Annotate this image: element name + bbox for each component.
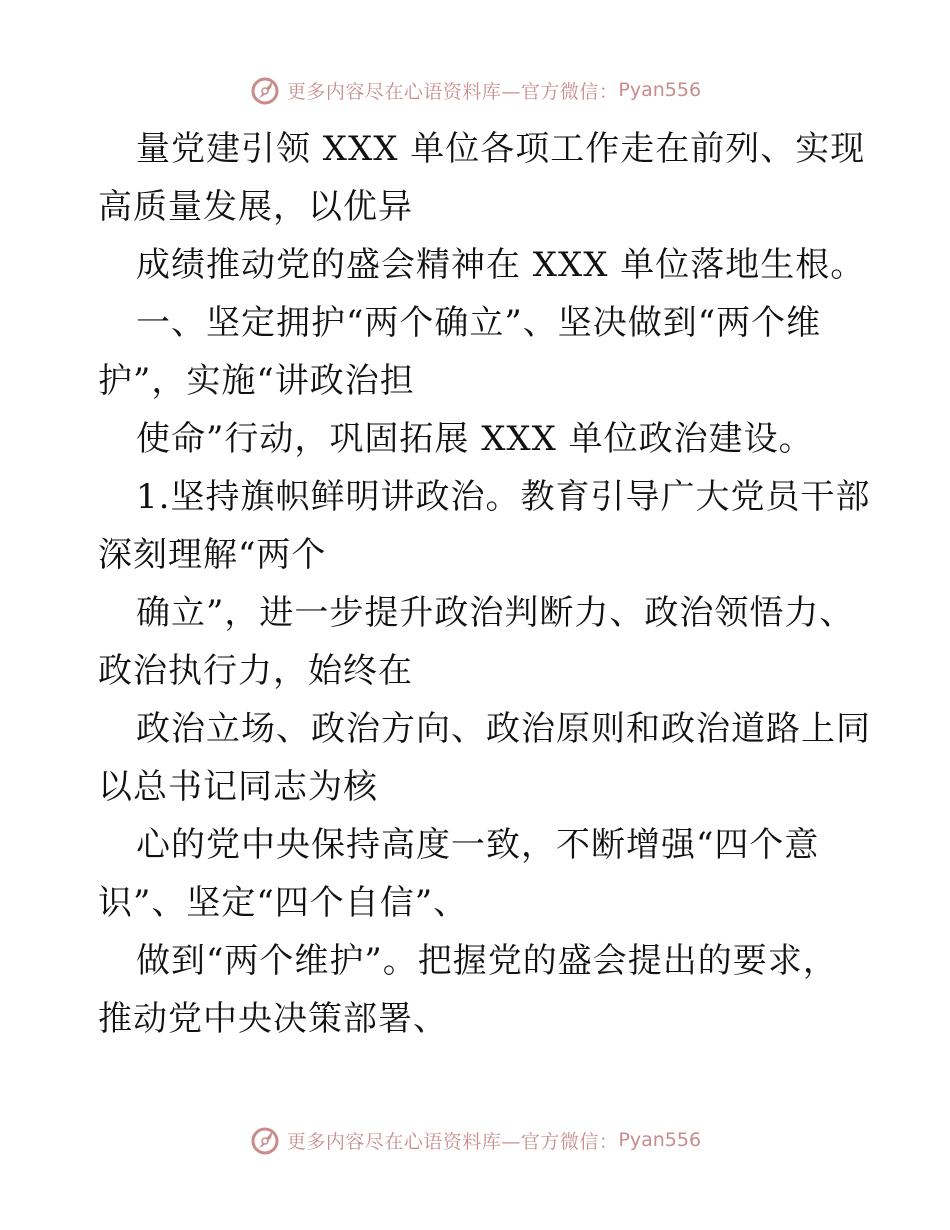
text-line: 政治立场、政治方向、政治原则和政治道路上同 xyxy=(136,709,871,749)
section-heading-line: 护”，实施“讲政治担 xyxy=(98,361,415,401)
text-line: 成绩推动党的盛会精神在 XXX 单位落地生根。 xyxy=(136,245,866,285)
watermark-wechat-id: Pyan556 xyxy=(618,1129,702,1151)
text-line: 1.坚持旗帜鲜明讲政治。教育引导广大党员干部 xyxy=(136,477,871,517)
section-heading-line: 一、坚定拥护“两个确立”、坚决做到“两个维 xyxy=(136,303,822,343)
text-line: 推动党中央决策部署、 xyxy=(98,999,448,1039)
text-line: 深刻理解“两个 xyxy=(98,535,327,575)
text-line: 以总书记同志为核 xyxy=(98,767,378,807)
watermark-brand-text: 更多内容尽在心语资料库—官方微信： xyxy=(286,1130,619,1153)
text-line: 高质量发展，以优异 xyxy=(98,187,413,227)
document-body xyxy=(98,120,871,1048)
text-line: 确立”，进一步提升政治判断力、政治领悟力、 xyxy=(136,593,855,633)
text-line: 做到“两个维护”。把握党的盛会提出的要求， xyxy=(136,941,838,981)
text-line: 识”、坚定“四个自信”、 xyxy=(98,883,469,923)
watermark-footer xyxy=(0,1120,950,1160)
text-line: 心的党中央保持高度一致，不断增强“四个意 xyxy=(136,825,820,865)
watermark-wechat-id: Pyan556 xyxy=(618,79,702,101)
text-line: 量党建引领 XXX 单位各项工作走在前列、实现 xyxy=(136,129,866,169)
watermark-header xyxy=(0,70,950,110)
text-line: 政治执行力，始终在 xyxy=(98,651,413,691)
quill-circle-logo-icon xyxy=(249,74,281,106)
watermark-brand-text: 更多内容尽在心语资料库—官方微信： xyxy=(286,80,619,103)
section-heading-line: 使命”行动，巩固拓展 XXX 单位政治建设。 xyxy=(136,419,814,459)
quill-circle-logo-icon xyxy=(249,1124,281,1156)
